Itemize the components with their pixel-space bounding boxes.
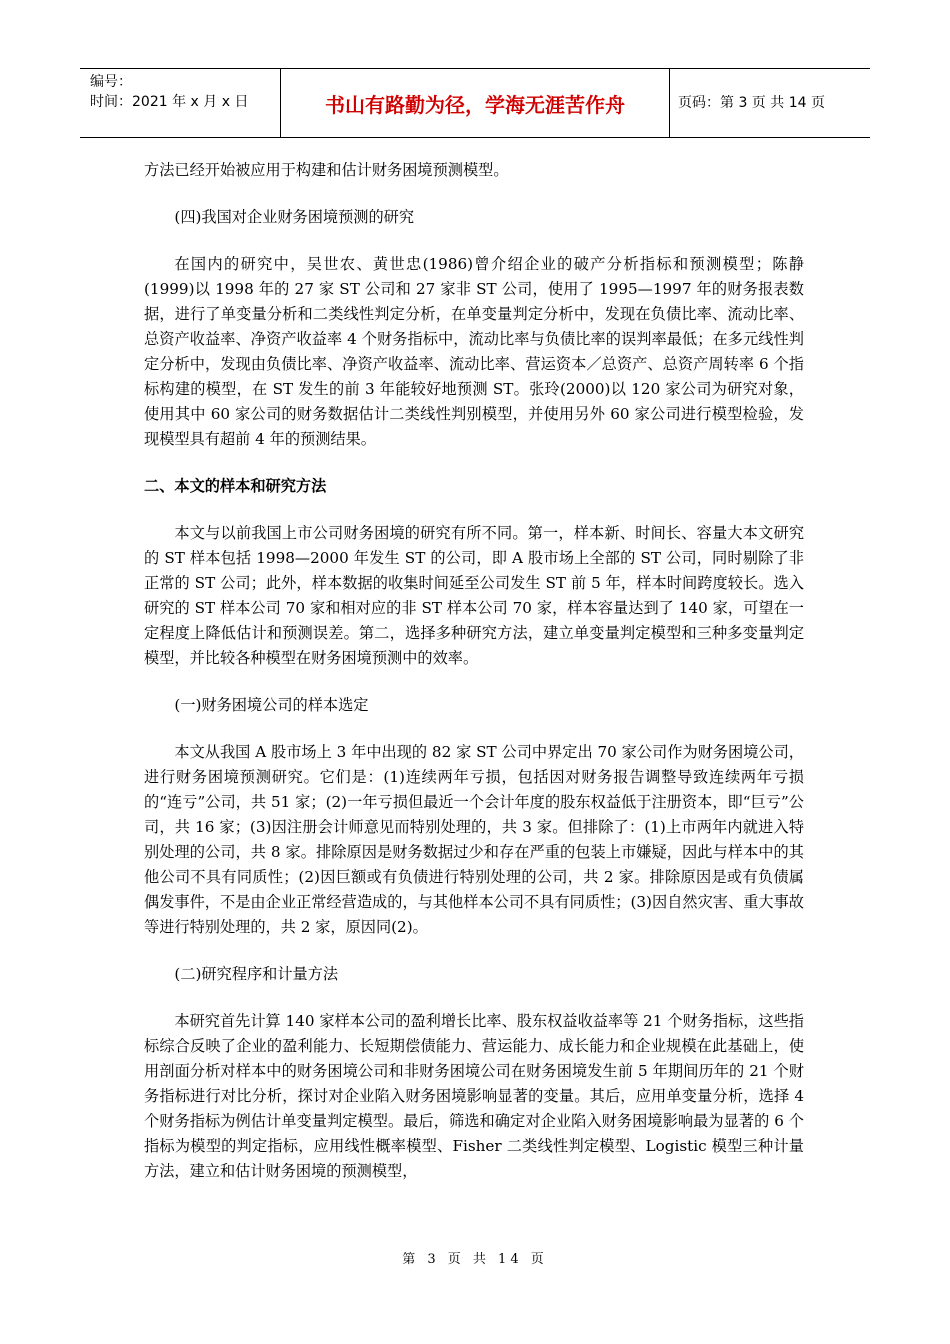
paragraph-methods: 本研究首先计算 140 家样本公司的盈利增长比率、股东权益收益率等 21 个财务指标，这些指标综合反映了企业的盈利能力、长短期偿债能力、营运能力、成长能力和企业规模在此基础上，使用剖面分析对样本中的财务困境公司和非财务困境公司在财务困境发生前 5 年期间历年的 21 个财务指标进行对比分析，探讨对企业陷入财务困境影响显著的变量。其后，应用单变量分析，选择 4 个财务指标为例估计单变量判定模型。最后，筛选和确定对企业陷入财务困境影响最为显著的 6 个指标为模型的判定指标，应用线性概率模型、Fisher 二类线性判定模型、Logistic 模型三种计量方法，建立和估计财务困境的预测模型，	[144, 1012, 804, 1180]
page-info: 页码：第 3 页 共 14 页	[678, 95, 825, 111]
code-label: 编号：	[90, 74, 132, 90]
time-label: 时间：2021 年 x 月 x 日	[90, 94, 249, 110]
paragraph-sample-differences: 本文与以前我国上市公司财务困境的研究有所不同。第一，样本新、时间长、容量大本文研究的 ST 样本包括 1998—2000 年发生 ST 的公司，即 A 股市场上全部的 ST 公司，同时剔除了非正常的 ST 公司；此外，样本数据的收集时间延至公司发生 ST 前 5 年，样本时间跨度较长。选入研究的 ST 样本公司 70 家和相对应的非 ST 样本公司 70 家，样本容量达到了 140 家，可望在一定程度上降低估计和预测误差。第二，选择多种研究方法，建立单变量判定模型和三种多变量判定模型，并比较各种模型在财务困境预测中的效率。	[144, 524, 804, 667]
paragraph-domestic-research: 在国内的研究中，吴世农、黄世忠(1986)曾介绍企业的破产分析指标和预测模型；陈静(1999)以 1998 年的 27 家 ST 公司和 27 家非 ST 公司，使用了 1995—1997 年的财务报表数据，进行了单变量分析和二类线性判定分析，在单变量判定分析中，发现在负债比率、流动比率、总资产收益率、净资产收益率 4 个财务指标中，流动比率与负债比率的误判率最低；在多元线性判定分析中，发现由负债比率、净资产收益率、流动比率、营运资本／总资产、总资产周转率 6 个指标构建的模型，在 ST 发生的前 3 年能较好地预测 ST。张玲(2000)以 120 家公司为研究对象，使用其中 60 家公司的财务数据估计二类线性判别模型，并使用另外 60 家公司进行模型检验，发现模型具有超前 4 年的预测结果。	[144, 255, 804, 448]
subheading-1: (一)财务困境公司的样本选定	[174, 696, 369, 714]
header-page-cell	[670, 69, 870, 137]
page-footer: 第 3 页 共 14 页	[402, 1252, 548, 1267]
paragraph-continuation: 方法已经开始被应用于构建和估计财务困境预测模型。	[144, 161, 509, 179]
subheading-2: (二)研究程序和计量方法	[174, 965, 339, 983]
section-heading-2: 二、本文的样本和研究方法	[144, 477, 327, 495]
paragraph-sample-selection: 本文从我国 A 股市场上 3 年中出现的 82 家 ST 公司中界定出 70 家公司作为财务困境公司，进行财务困境预测研究。它们是：(1)连续两年亏损，包括因对财务报告调整导致连续两年亏损的“连亏”公司，共 51 家；(2)一年亏损但最近一个会计年度的股东权益低于注册资本，即“巨亏”公司，共 16 家；(3)因注册会计师意见而特别处理的，共 3 家。但排除了：(1)上市两年内就进入特别处理的公司，共 8 家。排除原因是财务数据过少和存在严重的包装上市嫌疑，因此与样本中的其他公司不具有同质性；(2)因巨额或有负债进行特别处理的公司，共 2 家。排除原因是或有负债属偶发事件，不是由企业正常经营造成的，与其他样本公司不具有同质性；(3)因自然灾害、重大事故等进行特别处理的，共 2 家，原因同(2)。	[144, 743, 804, 936]
page-header	[80, 68, 870, 138]
motto: 书山有路勤为径，学海无涯苦作舟	[325, 93, 625, 117]
subheading-4: (四)我国对企业财务困境预测的研究	[174, 208, 415, 226]
header-meta-cell	[80, 69, 281, 137]
document-body	[144, 158, 804, 1206]
header-motto-cell	[281, 69, 670, 137]
